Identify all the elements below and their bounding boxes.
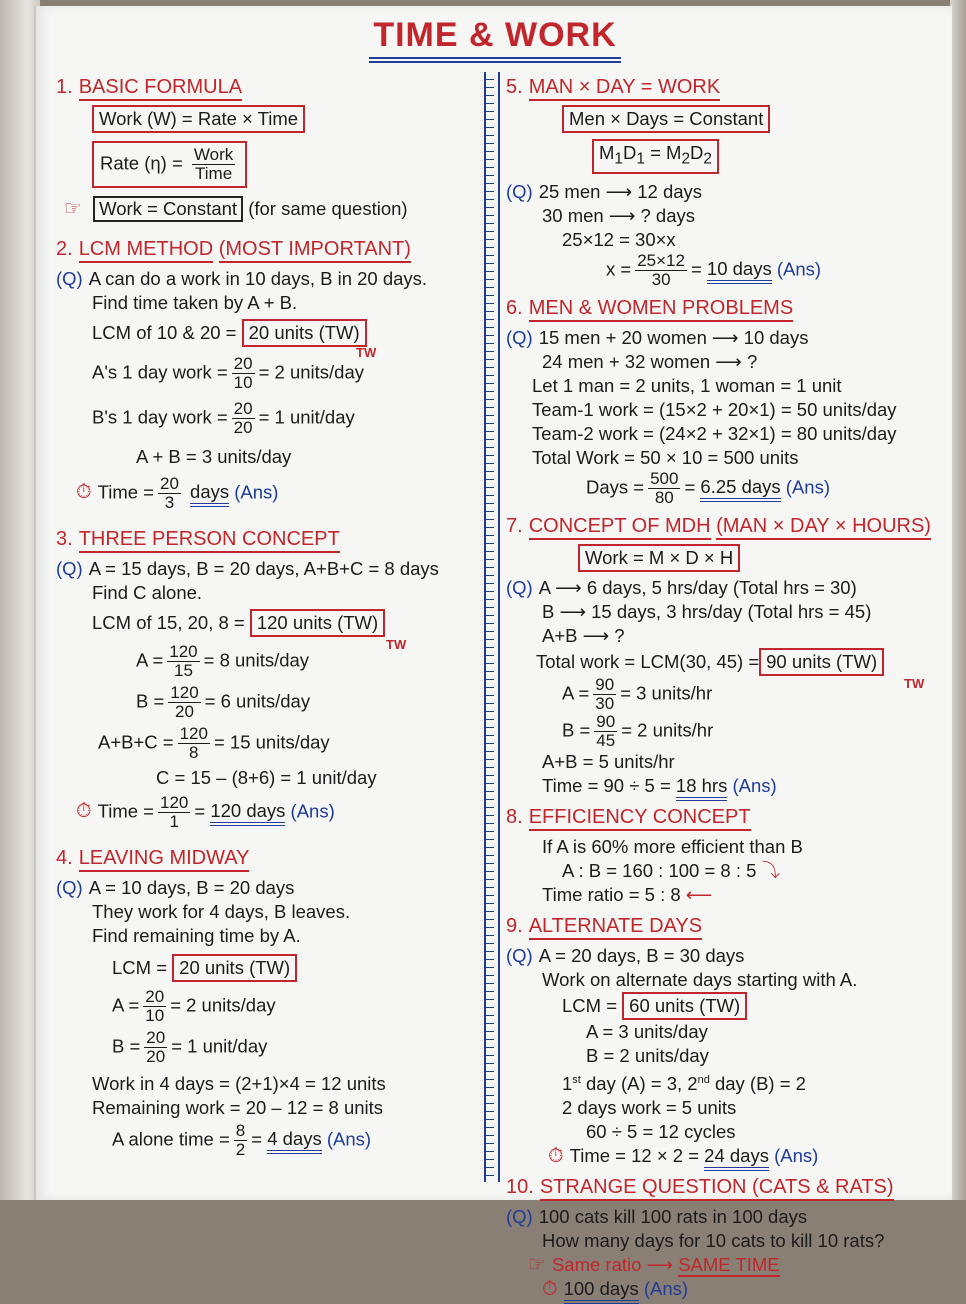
right-column xyxy=(506,72,946,1301)
hand-pointing-icon: ☞ xyxy=(528,1253,546,1276)
stopwatch-icon: ⏱ xyxy=(548,1144,564,1167)
right-page-edge xyxy=(950,0,966,1200)
section-man-day-work: 5. MAN × DAY = WORK Men × Days = Constant $M_1D_1 = M_2D_2$ (Q) 25 men ⟶ 12 days 30 men ⟶ ? days 25×12 = 30×x x = $\frac{25\times 12}{30}$ = 10 days (Ans) xyxy=(506,76,946,289)
stopwatch-icon: ⏱ xyxy=(542,1277,558,1300)
section-alternate-days: 9. ALTERNATE DAYS (Q) A = 20 days, B = 30 days Work on alternate days starting with A. LCM = 60 units (TW) A = 3 units/day B = 2 units/day 1st day (A) = 3, 2nd day (B) = 2 2 days work = 5 units 60 ÷ 5 = 12 cycles ⏱ Time = 12 × 2 = 24 days (Ans) xyxy=(506,915,946,1168)
section-lcm-method: 2. LCM METHOD (MOST IMPORTANT) (Q) A can do a work in 10 days, B in 20 days. Find time taken by A + B. LCM of 10 & 20 = 20 units (TW) TW A's 1 day work = $\frac{20}{10}$ = 2 units/day B's 1 day work = $\frac{20}{20}$ = 1 unit/day A + B = 3 units/day ⏱ Time = $\frac{20}{3}$ days (Ans) xyxy=(56,238,496,512)
section-heading: 1. BASIC FORMULA xyxy=(56,76,496,99)
section-heading: 9. ALTERNATE DAYS xyxy=(506,915,946,938)
section-basic-formula xyxy=(56,76,496,222)
curved-arrow-icon: ⤵ xyxy=(756,859,781,881)
section-heading: 5. MAN × DAY = WORK xyxy=(506,76,946,99)
section-strange-question: 10. STRANGE QUESTION (CATS & RATS) (Q) 100 cats kill 100 rats in 100 days How many days for 10 cats to kill 10 rats? ☞ Same ratio ⟶ SAME TIME ⏱ 100 days (Ans) xyxy=(506,1176,946,1301)
section-mdh: 7. CONCEPT OF MDH (MAN × DAY × HOURS) Work = M × D × H (Q) A ⟶ 6 days, 5 hrs/day (Total hrs = 30) B ⟶ 15 days, 3 hrs/day (Total hrs = 45) A+B ⟶ ? Total work = LCM(30, 45) = 90 units (TW) TW A = $\frac{90}{30}$ = 3 units/hr B = $\frac{90}{45}$ = 2 units/hr A+B = 5 units/hr Time = 90 ÷ 5 = 18 hrs (Ans) xyxy=(506,515,946,798)
section-men-women: 6. MEN & WOMEN PROBLEMS (Q) 15 men + 20 women ⟶ 10 days 24 men + 32 women ⟶ ? Let 1 man = 2 units, 1 woman = 1 unit Team-1 work = (15×2 + 20×1) = 50 units/day Team-2 work = (24×2 + 32×1) = 80 units/day Total Work = 50 × 10 = 500 units Days = $\frac{500}{80}$ = 6.25 days (Ans) xyxy=(506,297,946,507)
section-heading: 6. MEN & WOMEN PROBLEMS xyxy=(506,297,946,320)
hand-pointing-icon: ☞ xyxy=(64,198,82,220)
section-efficiency: 8. EFFICIENCY CONCEPT If A is 60% more efficient than B A : B = 160 : 100 = 8 : 5 ⤵ Time ratio = 5 : 8 ⟵ xyxy=(506,806,946,907)
left-column xyxy=(56,72,496,1159)
stopwatch-icon: ⏱ xyxy=(76,481,92,504)
stopwatch-icon: ⏱ xyxy=(76,800,92,823)
section-heading: 2. LCM METHOD (MOST IMPORTANT) xyxy=(56,238,496,261)
section-heading: 10. STRANGE QUESTION (CATS & RATS) xyxy=(506,1176,946,1199)
section-heading: 7. CONCEPT OF MDH (MAN × DAY × HOURS) xyxy=(506,515,946,538)
section-three-person: 3. THREE PERSON CONCEPT (Q) A = 15 days, B = 20 days, A+B+C = 8 days Find C alone. LCM of 15, 20, 8 = 120 units (TW) TW A = $\frac{120}{15}$ = 8 units/day B = $\frac{120}{20}$ = 6 units/day A+B+C = $\frac{120}{8}$ = 15 units/day C = 15 – (8+6) = 1 unit/day ⏱ Time = $\frac{120}{1}$ = 120 days (Ans) xyxy=(56,528,496,831)
section-heading: 4. LEAVING MIDWAY xyxy=(56,847,496,870)
formula-work: Work (W) = Rate × Time xyxy=(56,105,496,133)
section-leaving-midway: 4. LEAVING MIDWAY (Q) A = 10 days, B = 20 days They work for 4 days, B leaves. Find remaining time by A. LCM = 20 units (TW) A = $\frac{20}{10}$ = 2 units/day B = $\frac{20}{20}$ = 1 unit/day Work in 4 days = (2+1)×4 = 12 units Remaining work = 20 – 12 = 8 units A alone time = $\frac{8}{2}$ = 4 days (Ans) xyxy=(56,847,496,1159)
formula-rate: Rate (η) = $\frac{\text{Work}}{\text{Time}}$ xyxy=(56,141,496,188)
left-arrow-icon: ⟵ xyxy=(680,883,713,905)
notebook-page xyxy=(34,6,952,1300)
section-heading: 8. EFFICIENCY CONCEPT xyxy=(506,806,946,829)
section-heading: 3. THREE PERSON CONCEPT xyxy=(56,528,496,551)
formula-constant: ☞ Work = Constant (for same question) xyxy=(64,198,408,220)
page-title: TIME & WORK xyxy=(36,16,954,59)
